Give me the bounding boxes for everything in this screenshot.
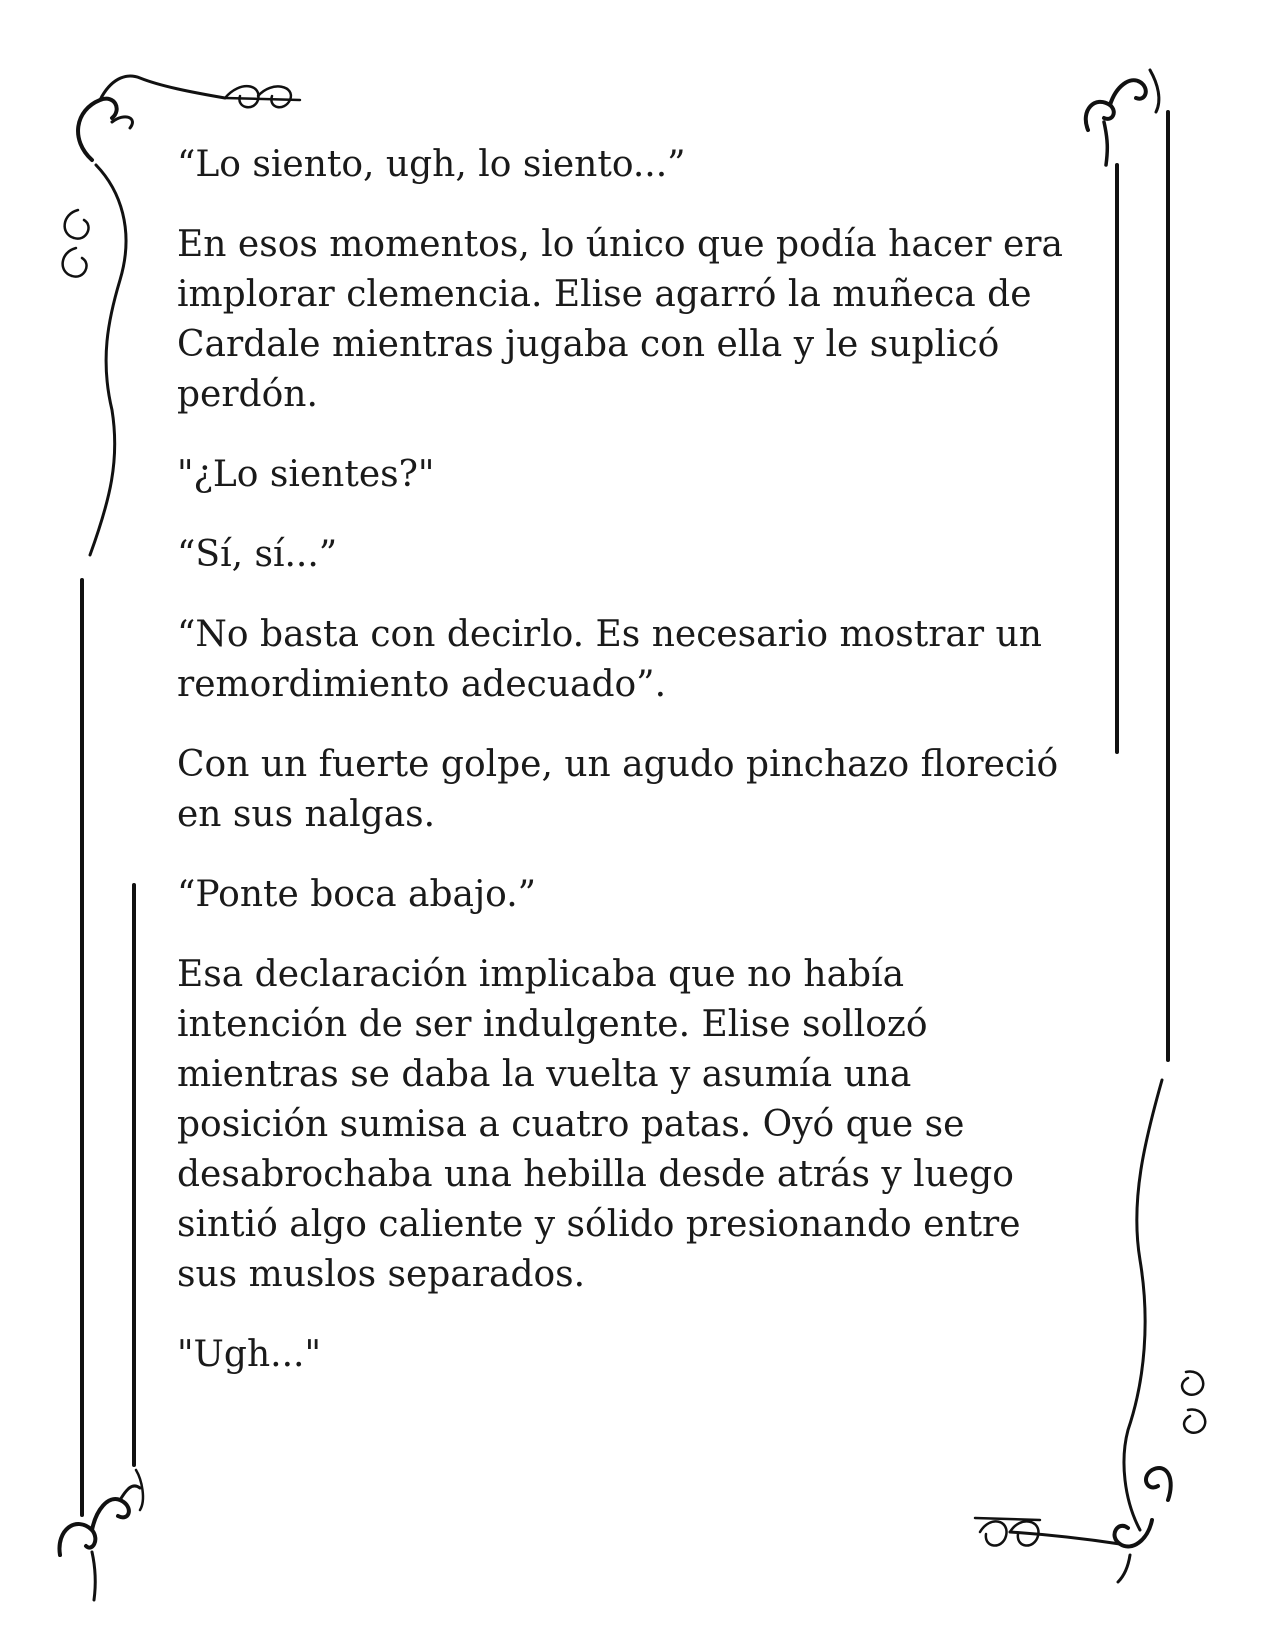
text-line: "¿Lo sientes?": [177, 454, 435, 495]
text-line: Esa declaración implicaba que no había: [177, 954, 905, 995]
text-line: posición sumisa a cuatro patas. Oyó que se: [177, 1104, 965, 1145]
text-line: desabrochaba una hebilla desde atrás y luego: [177, 1154, 1014, 1195]
text-line: “Sí, sí...”: [177, 534, 338, 575]
paragraph: [177, 140, 1117, 190]
paragraph: [177, 220, 1117, 420]
text-line: sus muslos separados.: [177, 1254, 586, 1295]
text-line: “Lo siento, ugh, lo siento...”: [177, 144, 686, 185]
text-line: Cardale mientras jugaba con ella y le suplicó: [177, 324, 1000, 365]
paragraph: [177, 530, 1117, 580]
paragraph: [177, 950, 1117, 1300]
text-line: sintió algo caliente y sólido presionando entre: [177, 1204, 1021, 1245]
paragraph: [177, 870, 1117, 920]
paragraph: [177, 610, 1117, 710]
text-line: “Ponte boca abajo.”: [177, 874, 537, 915]
text-line: intención de ser indulgente. Elise sollozó: [177, 1004, 928, 1045]
text-line: perdón.: [177, 374, 318, 415]
flourish-bottom-left: [59, 1470, 142, 1600]
text-line: remordimiento adecuado”.: [177, 664, 667, 705]
paragraph: [177, 1330, 1117, 1380]
text-line: “No basta con decirlo. Es necesario mostrar un: [177, 614, 1042, 655]
body-text: [177, 140, 1117, 1410]
paragraph: [177, 740, 1117, 840]
text-line: en sus nalgas.: [177, 794, 436, 835]
text-line: implorar clemencia. Elise agarró la muñeca de: [177, 274, 1032, 315]
text-line: En esos momentos, lo único que podía hacer era: [177, 224, 1063, 265]
paragraph: [177, 450, 1117, 500]
text-line: "Ugh...": [177, 1334, 322, 1375]
text-line: mientras se daba la vuelta y asumía una: [177, 1054, 912, 1095]
text-line: Con un fuerte golpe, un agudo pinchazo floreció: [177, 744, 1059, 785]
